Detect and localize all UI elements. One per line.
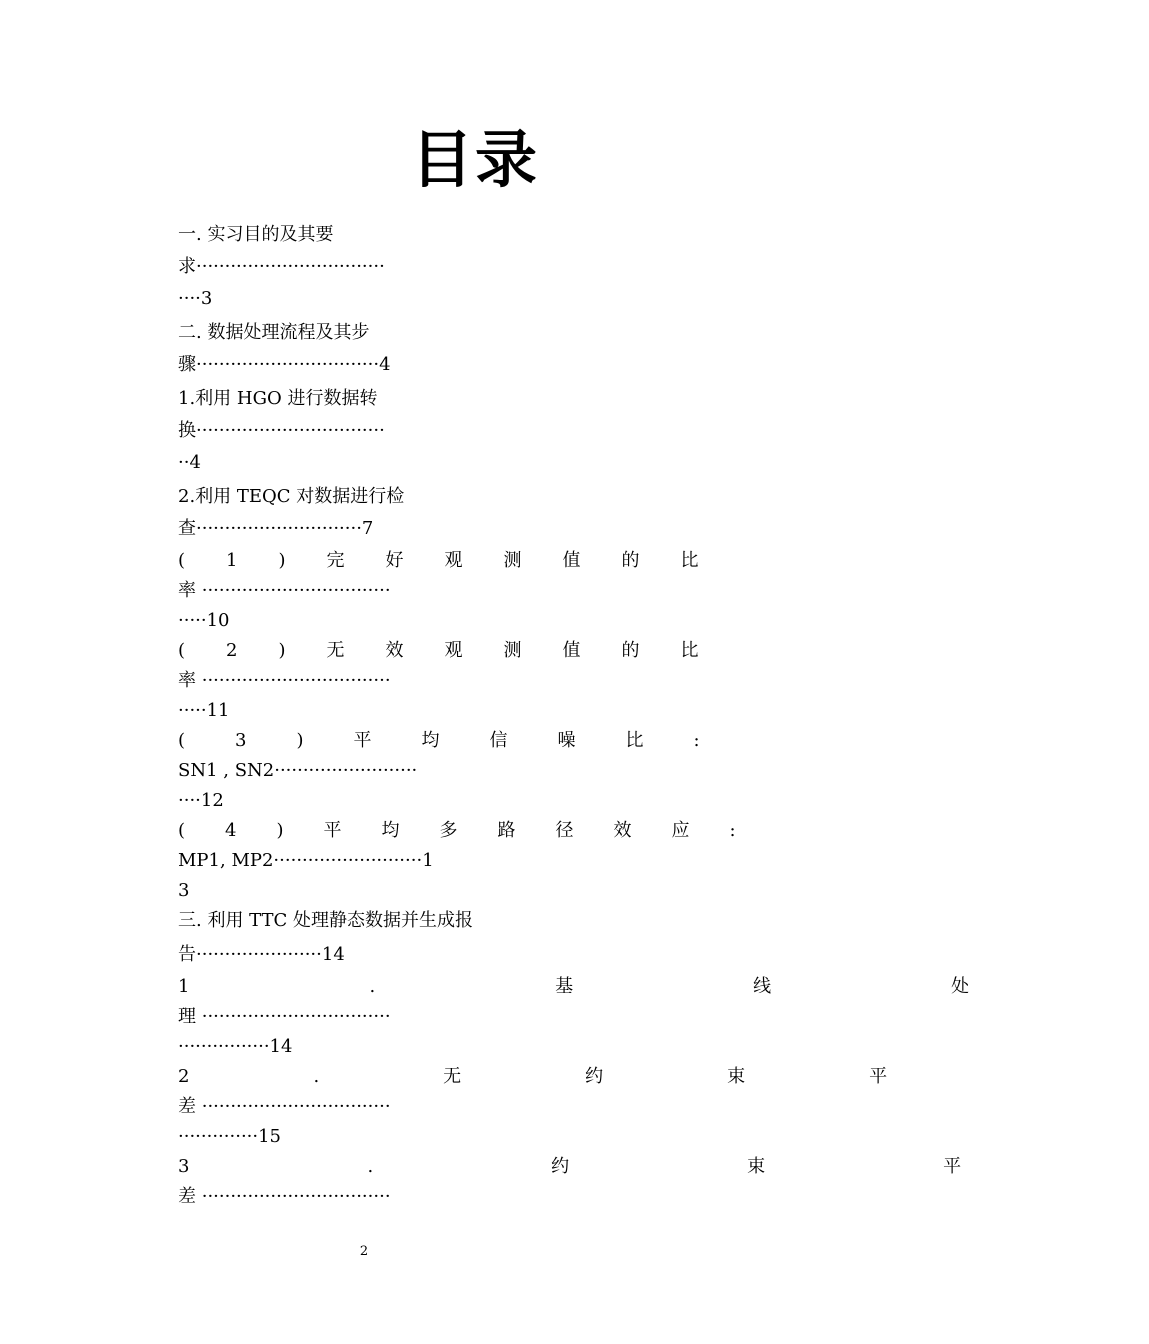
- toc-line: 三. 利用 TTC 处理静态数据并生成报: [178, 910, 474, 931]
- toc-line: ················14: [178, 1036, 293, 1057]
- toc-line: 二. 数据处理流程及其步: [178, 322, 370, 343]
- toc-line: 一. 实习目的及其要: [178, 224, 334, 245]
- toc-line: (1)完好观测值的比: [178, 550, 740, 571]
- toc-line: ····12: [178, 790, 224, 811]
- toc-line: ··············15: [178, 1126, 282, 1147]
- toc-line: 求·································: [178, 256, 385, 277]
- toc-line: MP1, MP2··························1: [178, 850, 434, 871]
- toc-line: 率 ·································: [178, 670, 391, 691]
- toc-line: 2.利用 TEQC 对数据进行检: [178, 486, 405, 507]
- toc-line: ··4: [178, 452, 201, 473]
- toc-line: (3)平均信噪比:: [178, 730, 750, 751]
- toc-line: (2)无效观测值的比: [178, 640, 740, 661]
- page-title: 目录: [410, 123, 539, 196]
- toc-line: 告······················14: [178, 944, 345, 965]
- toc-line: ····3: [178, 288, 213, 309]
- toc-line: 1.基线处: [178, 976, 1149, 997]
- toc-line: 1.利用 HGO 进行数据转: [178, 388, 378, 409]
- toc-line: ·····11: [178, 700, 230, 721]
- toc-line: 差 ·································: [178, 1186, 391, 1207]
- toc-line: 差 ·································: [178, 1096, 391, 1117]
- toc-line: 骤································4: [178, 354, 391, 375]
- toc-line: SN1 , SN2·························: [178, 760, 418, 781]
- toc-line: 率 ·································: [178, 580, 391, 601]
- toc-line: 3: [178, 880, 190, 901]
- toc-line: (4)平均多路径效应:: [178, 820, 776, 841]
- page-number: 2: [359, 1244, 369, 1259]
- toc-line: 2.无约束平: [178, 1066, 1012, 1087]
- toc-line: 换·································: [178, 420, 385, 441]
- toc-line: 理 ·································: [178, 1006, 391, 1027]
- toc-line: ·····10: [178, 610, 230, 631]
- toc-line: 3.约束平: [178, 1156, 1140, 1177]
- toc-line: 查·····························7: [178, 518, 374, 539]
